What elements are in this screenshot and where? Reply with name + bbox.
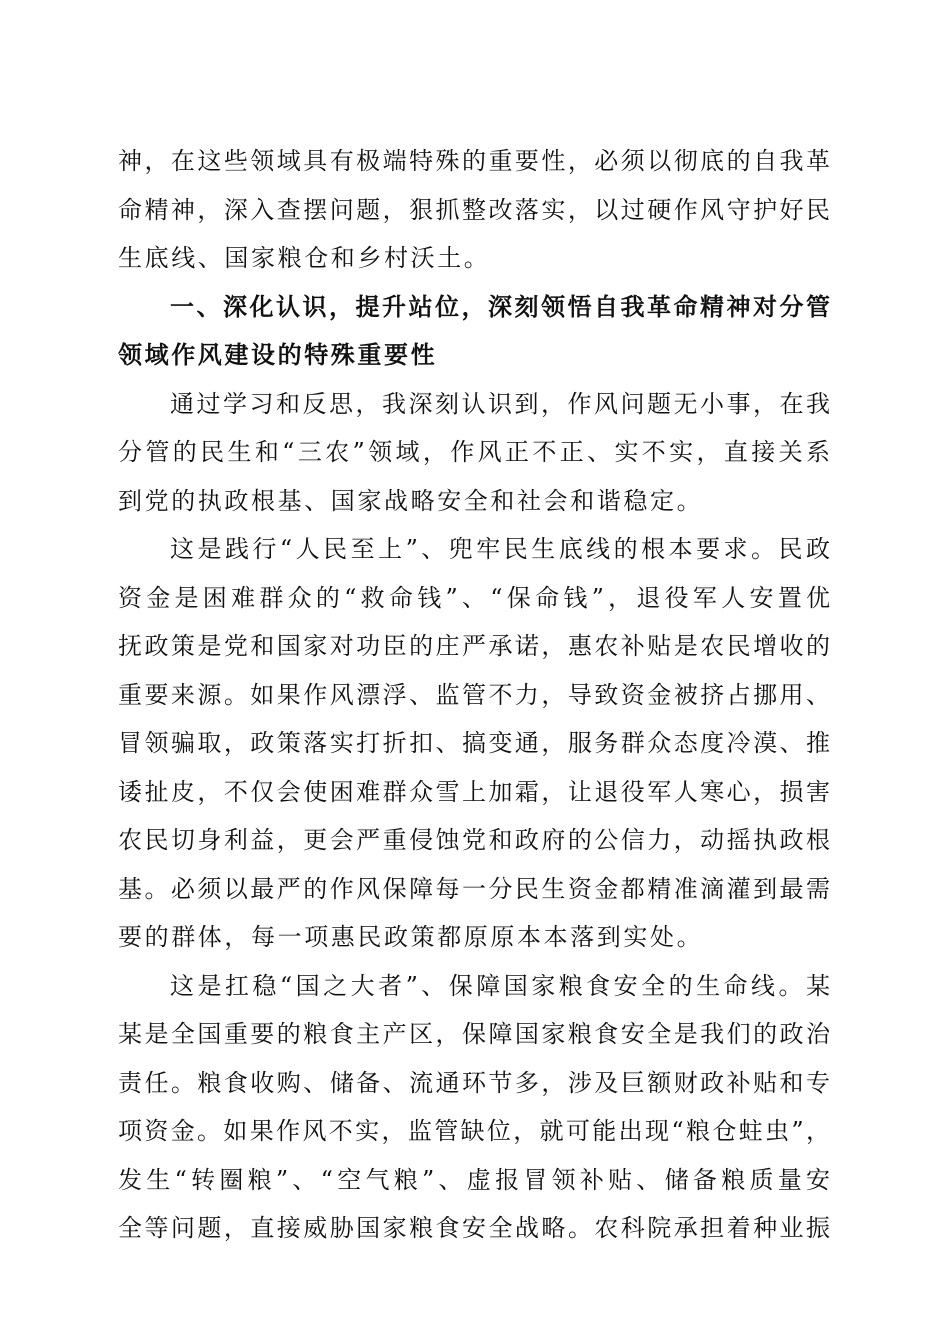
- text-line: 项资金。如果作风不实，监管缺位，就可能出现“粮仓蛀虫”，: [118, 1117, 830, 1145]
- text-line: 神，在这些领域具有极端特殊的重要性，必须以彻底的自我革: [118, 147, 830, 175]
- section-heading-line: 领域作风建设的特殊重要性: [118, 341, 438, 369]
- text-line: 责任。粮食收购、储备、流通环节多，涉及巨额财政补贴和专: [118, 1068, 830, 1097]
- text-line: 这是扛稳“国之大者”、保障国家粮食安全的生命线。某: [170, 971, 830, 1000]
- text-line: 资金是困难群众的“救命钱”、“保命钱”，退役军人安置优: [118, 583, 830, 612]
- text-line: 农民切身利益，更会严重侵蚀党和政府的公信力，动摇执政根: [118, 826, 830, 854]
- text-line: 这是践行“人民至上”、兜牢民生底线的根本要求。民政: [170, 535, 830, 563]
- text-line: 全等问题，直接威胁国家粮食安全战略。农科院承担着种业振: [118, 1214, 830, 1242]
- document-body: [118, 137, 830, 1253]
- text-line: 发生“转圈粮”、“空气粮”、虚报冒领补贴、储备粮质量安: [118, 1165, 830, 1194]
- text-line: 诿扯皮，不仅会使困难群众雪上加霜，让退役军人寒心，损害: [118, 777, 830, 806]
- text-line: 某是全国重要的粮食主产区，保障国家粮食安全是我们的政治: [118, 1020, 830, 1048]
- text-line: 命精神，深入查摆问题，狠抓整改落实，以过硬作风守护好民: [118, 195, 830, 224]
- text-line: 分管的民生和“三农”领域，作风正不正、实不实，直接关系: [118, 438, 830, 466]
- text-line: 通过学习和反思，我深刻认识到，作风问题无小事，在我: [170, 389, 830, 418]
- text-line: 重要来源。如果作风漂浮、监管不力，导致资金被挤占挪用、: [118, 680, 830, 709]
- text-line: 要的群体，每一项惠民政策都原原本本落到实处。: [118, 923, 704, 951]
- section-heading-line: 一、深化认识，提升站位，深刻领悟自我革命精神对分管: [170, 292, 830, 321]
- text-line: 冒领骗取，政策落实打折扣、搞变通，服务群众态度冷漠、推: [118, 729, 830, 757]
- text-line: 基。必须以最严的作风保障每一分民生资金都精准滴灌到最需: [118, 874, 830, 903]
- text-line: 抚政策是党和国家对功臣的庄严承诺，惠农补贴是农民增收的: [118, 632, 830, 660]
- text-line: 到党的执政根基、国家战略安全和社会和谐稳定。: [118, 486, 704, 515]
- text-line: 生底线、国家粮仓和乡村沃土。: [118, 244, 491, 272]
